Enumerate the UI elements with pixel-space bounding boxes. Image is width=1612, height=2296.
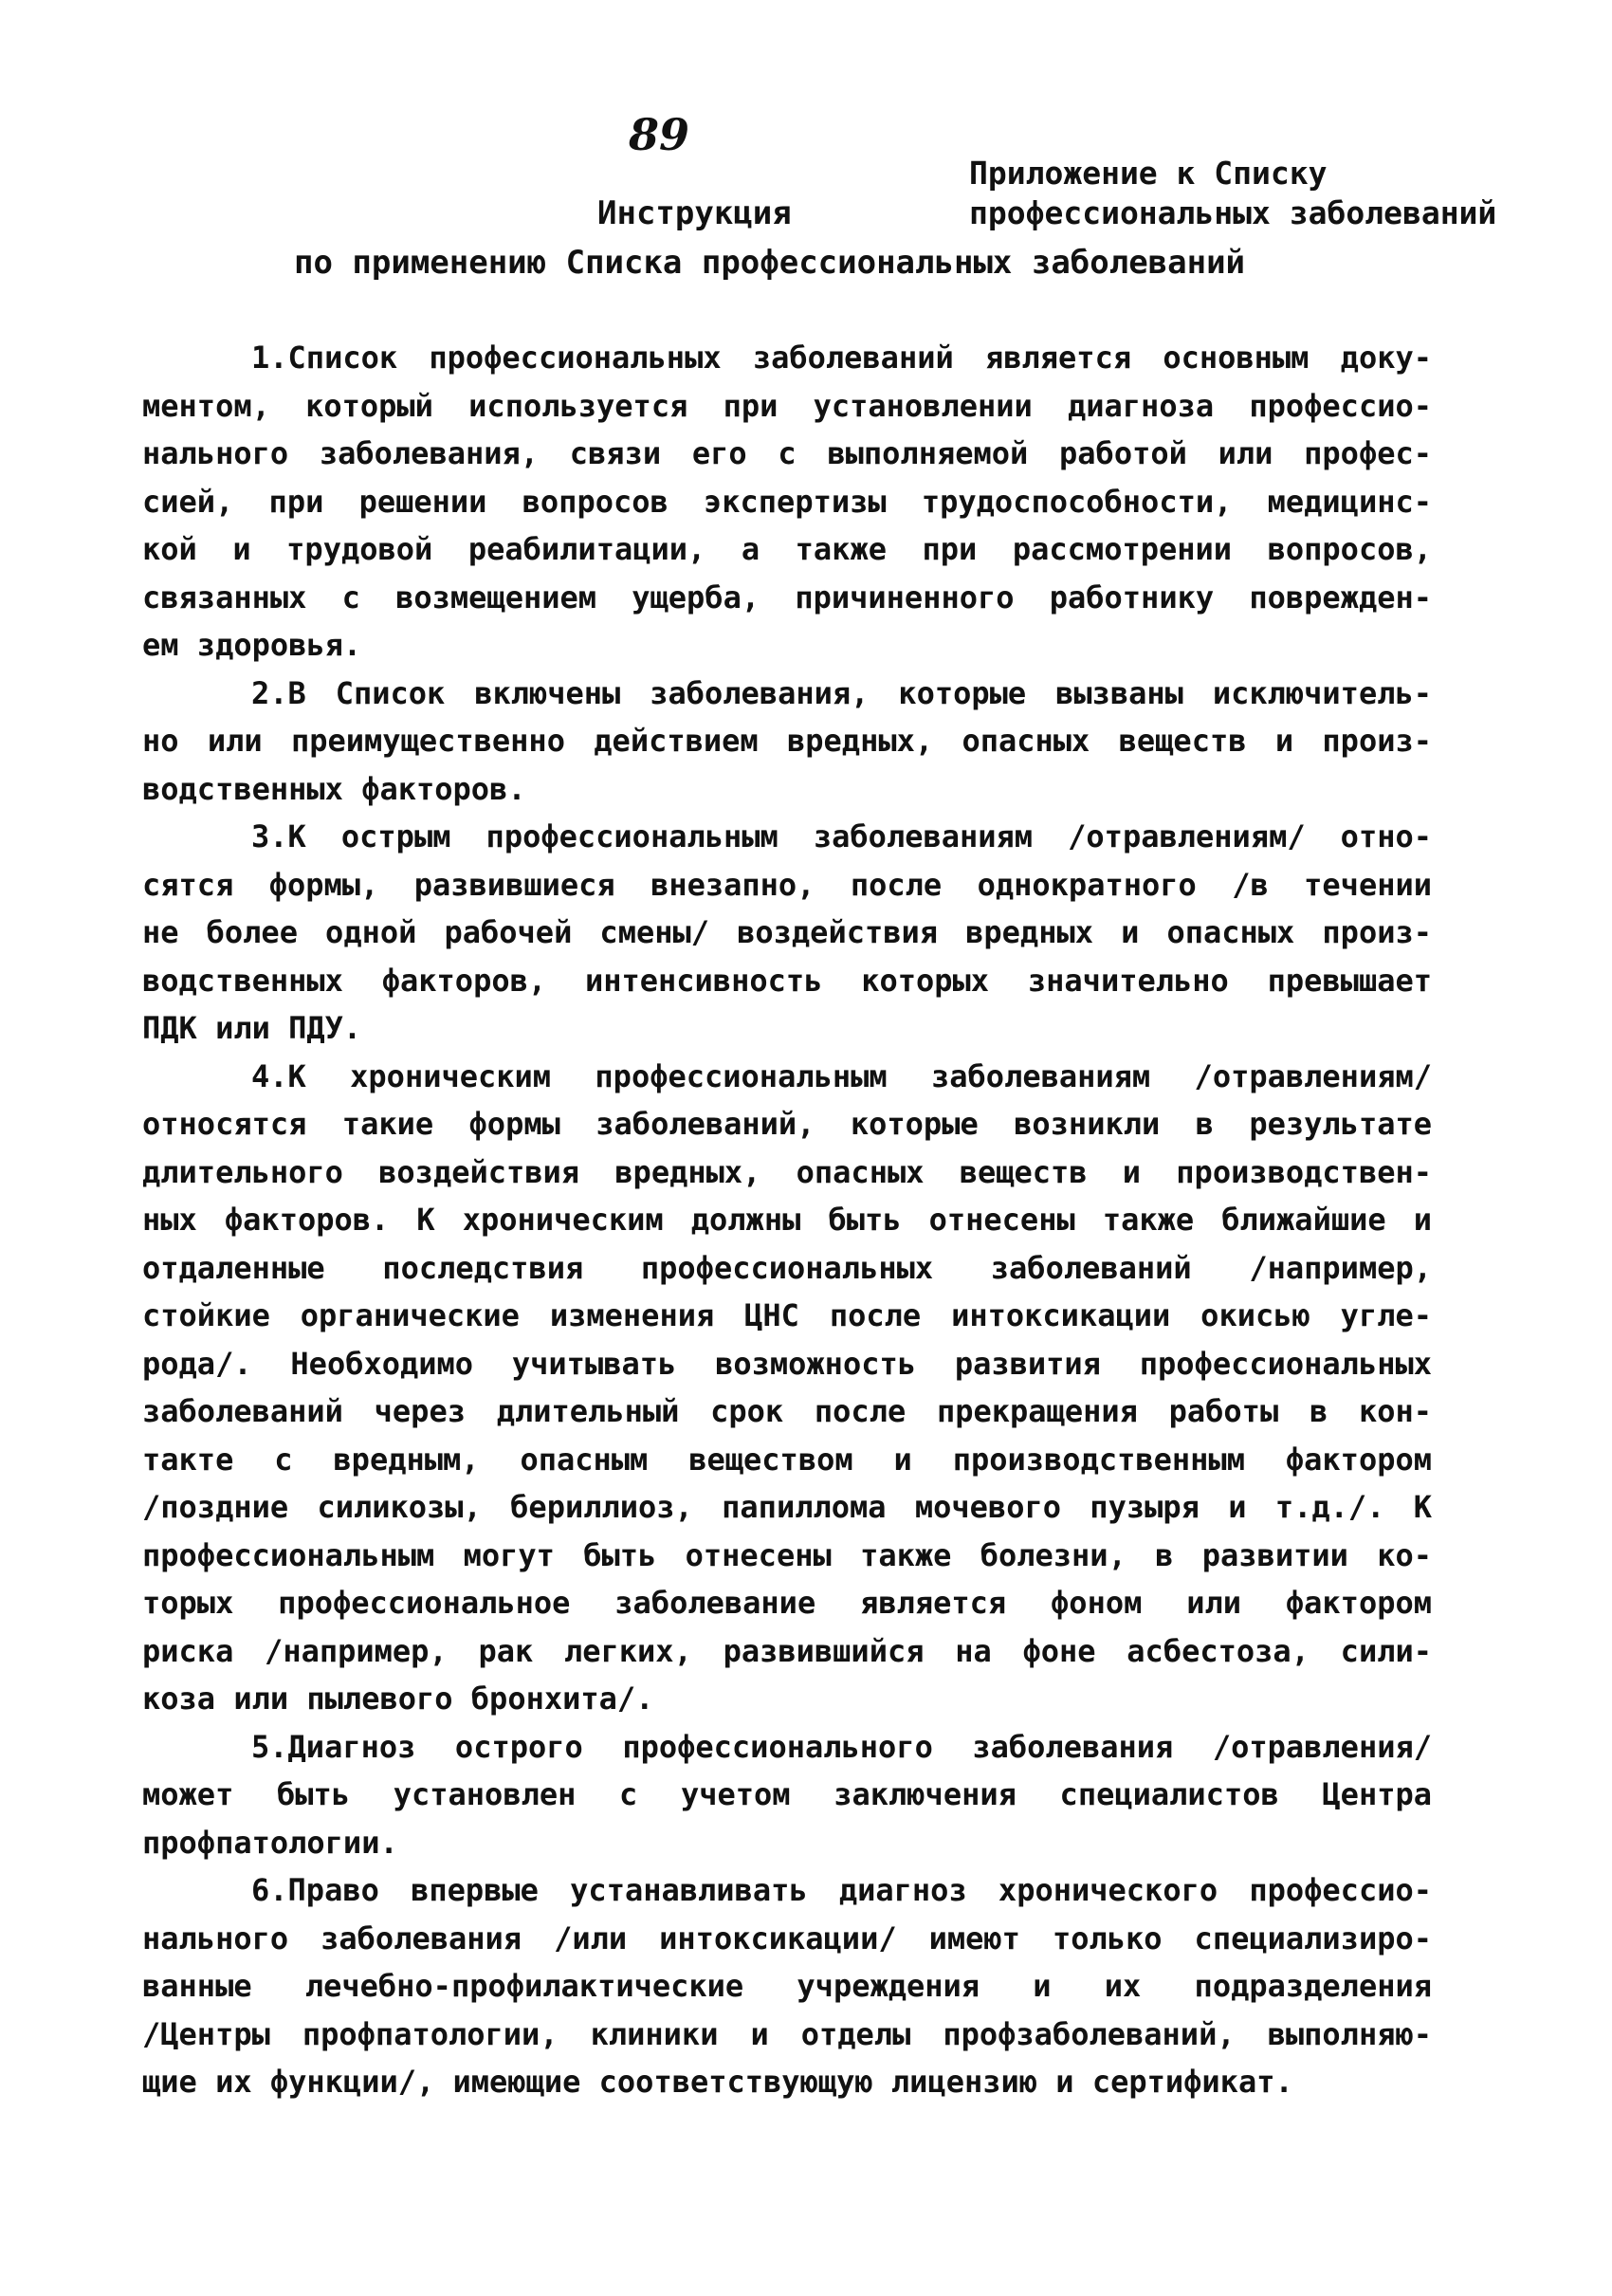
paragraph-line: сией, при решении вопросов экспертизы трудоспособности, медицинс- <box>142 483 1432 520</box>
paragraph-2 <box>142 670 1432 814</box>
document-subtitle: по применению Списка профессиональных заболеваний <box>294 244 1246 282</box>
instruction-body <box>142 334 1432 2106</box>
annex-line-1: Приложение к Списку <box>969 155 1328 192</box>
paragraph-line: сятся формы, развившиеся внезапно, после однократного /в течении <box>142 866 1432 903</box>
paragraph-line: коза или пылевого бронхита/. <box>142 1681 654 1717</box>
paragraph-line: ванные лечебно-профилактические учреждения и их подразделения <box>142 1968 1432 2004</box>
paragraph-line: профпатологии. <box>142 1824 398 1861</box>
paragraph-line: риска /например, рак легких, развившийся на фоне асбестоза, сили- <box>142 1632 1432 1669</box>
page-number: 89 <box>628 109 689 160</box>
paragraph-line: ем здоровья. <box>142 627 362 663</box>
paragraph-line: стойкие органические изменения ЦНС после интоксикации окисью угле- <box>142 1297 1432 1333</box>
annex-note <box>969 154 1496 233</box>
paragraph-line: 4.К хроническим профессиональным заболеваниям /отравлениям/ <box>251 1057 1432 1094</box>
paragraph-line: заболеваний через длительный срок после прекращения работы в кон- <box>142 1393 1432 1429</box>
paragraph-line: /Центры профпатологии, клиники и отделы профзаболеваний, выполняю- <box>142 2015 1432 2052</box>
paragraph-line: относятся такие формы заболеваний, которые возникли в результате <box>142 1106 1432 1142</box>
paragraph-line: /поздние силикозы, бериллиоз, папиллома мочевого пузыря и т.д./. К <box>142 1489 1432 1525</box>
paragraph-line: длительного воздействия вредных, опасных веществ и производствен- <box>142 1153 1432 1190</box>
paragraph-3 <box>142 813 1432 1053</box>
paragraph-line: 2.В Список включены заболевания, которые вызваны исключитель- <box>251 674 1432 711</box>
paragraph-line: водственных факторов, интенсивность которых значительно превышает <box>142 962 1432 999</box>
paragraph-line: щие их функции/, имеющие соответствующую лицензию и сертификат. <box>142 2064 1293 2100</box>
annex-line-2: профессиональных заболеваний <box>969 194 1497 231</box>
paragraph-line: водственных факторов. <box>142 770 526 807</box>
paragraph-line: нального заболевания, связи его с выполняемой работой или профес- <box>142 435 1432 471</box>
paragraph-line: профессиональным могут быть отнесены также болезни, в развитии ко- <box>142 1536 1432 1573</box>
paragraph-line: рода/. Необходимо учитывать возможность развития профессиональных <box>142 1345 1432 1382</box>
paragraph-4 <box>142 1053 1432 1723</box>
paragraph-line: 1.Список профессиональных заболеваний является основным доку- <box>251 340 1432 376</box>
paragraph-line: 6.Право впервые устанавливать диагноз хронического профессио- <box>251 1872 1432 1908</box>
paragraph-line: не более одной рабочей смены/ воздействия вредных и опасных произ- <box>142 914 1432 950</box>
paragraph-line: нального заболевания /или интоксикации/ имеют только специализиро- <box>142 1919 1432 1956</box>
paragraph-line: но или преимущественно действием вредных, опасных веществ и произ- <box>142 723 1432 759</box>
paragraph-line: 3.К острым профессиональным заболеваниям /отравлениям/ отно- <box>251 818 1432 854</box>
paragraph-line: ПДК или ПДУ. <box>142 1010 362 1046</box>
paragraph-6 <box>142 1866 1432 2106</box>
paragraph-line: может быть установлен с учетом заключения специалистов Центра <box>142 1776 1432 1812</box>
paragraph-1 <box>142 334 1432 670</box>
paragraph-line: связанных с возмещением ущерба, причиненного работнику поврежден- <box>142 579 1432 615</box>
paragraph-line: торых профессиональное заболевание является фоном или фактором <box>142 1585 1432 1621</box>
paragraph-line: отдаленные последствия профессиональных заболеваний /например, <box>142 1249 1432 1286</box>
paragraph-5 <box>142 1723 1432 1867</box>
paragraph-line: кой и трудовой реабилитации, а также при рассмотрении вопросов, <box>142 531 1432 567</box>
paragraph-line: такте с вредным, опасным веществом и производственным фактором <box>142 1441 1432 1478</box>
paragraph-line: ных факторов. К хроническим должны быть отнесены также ближайшие и <box>142 1202 1432 1238</box>
document-title: Инструкция <box>597 194 792 232</box>
paragraph-line: 5.Диагноз острого профессионального заболевания /отравления/ <box>251 1728 1432 1765</box>
paragraph-line: ментом, который используется при установлении диагноза профессио- <box>142 387 1432 424</box>
